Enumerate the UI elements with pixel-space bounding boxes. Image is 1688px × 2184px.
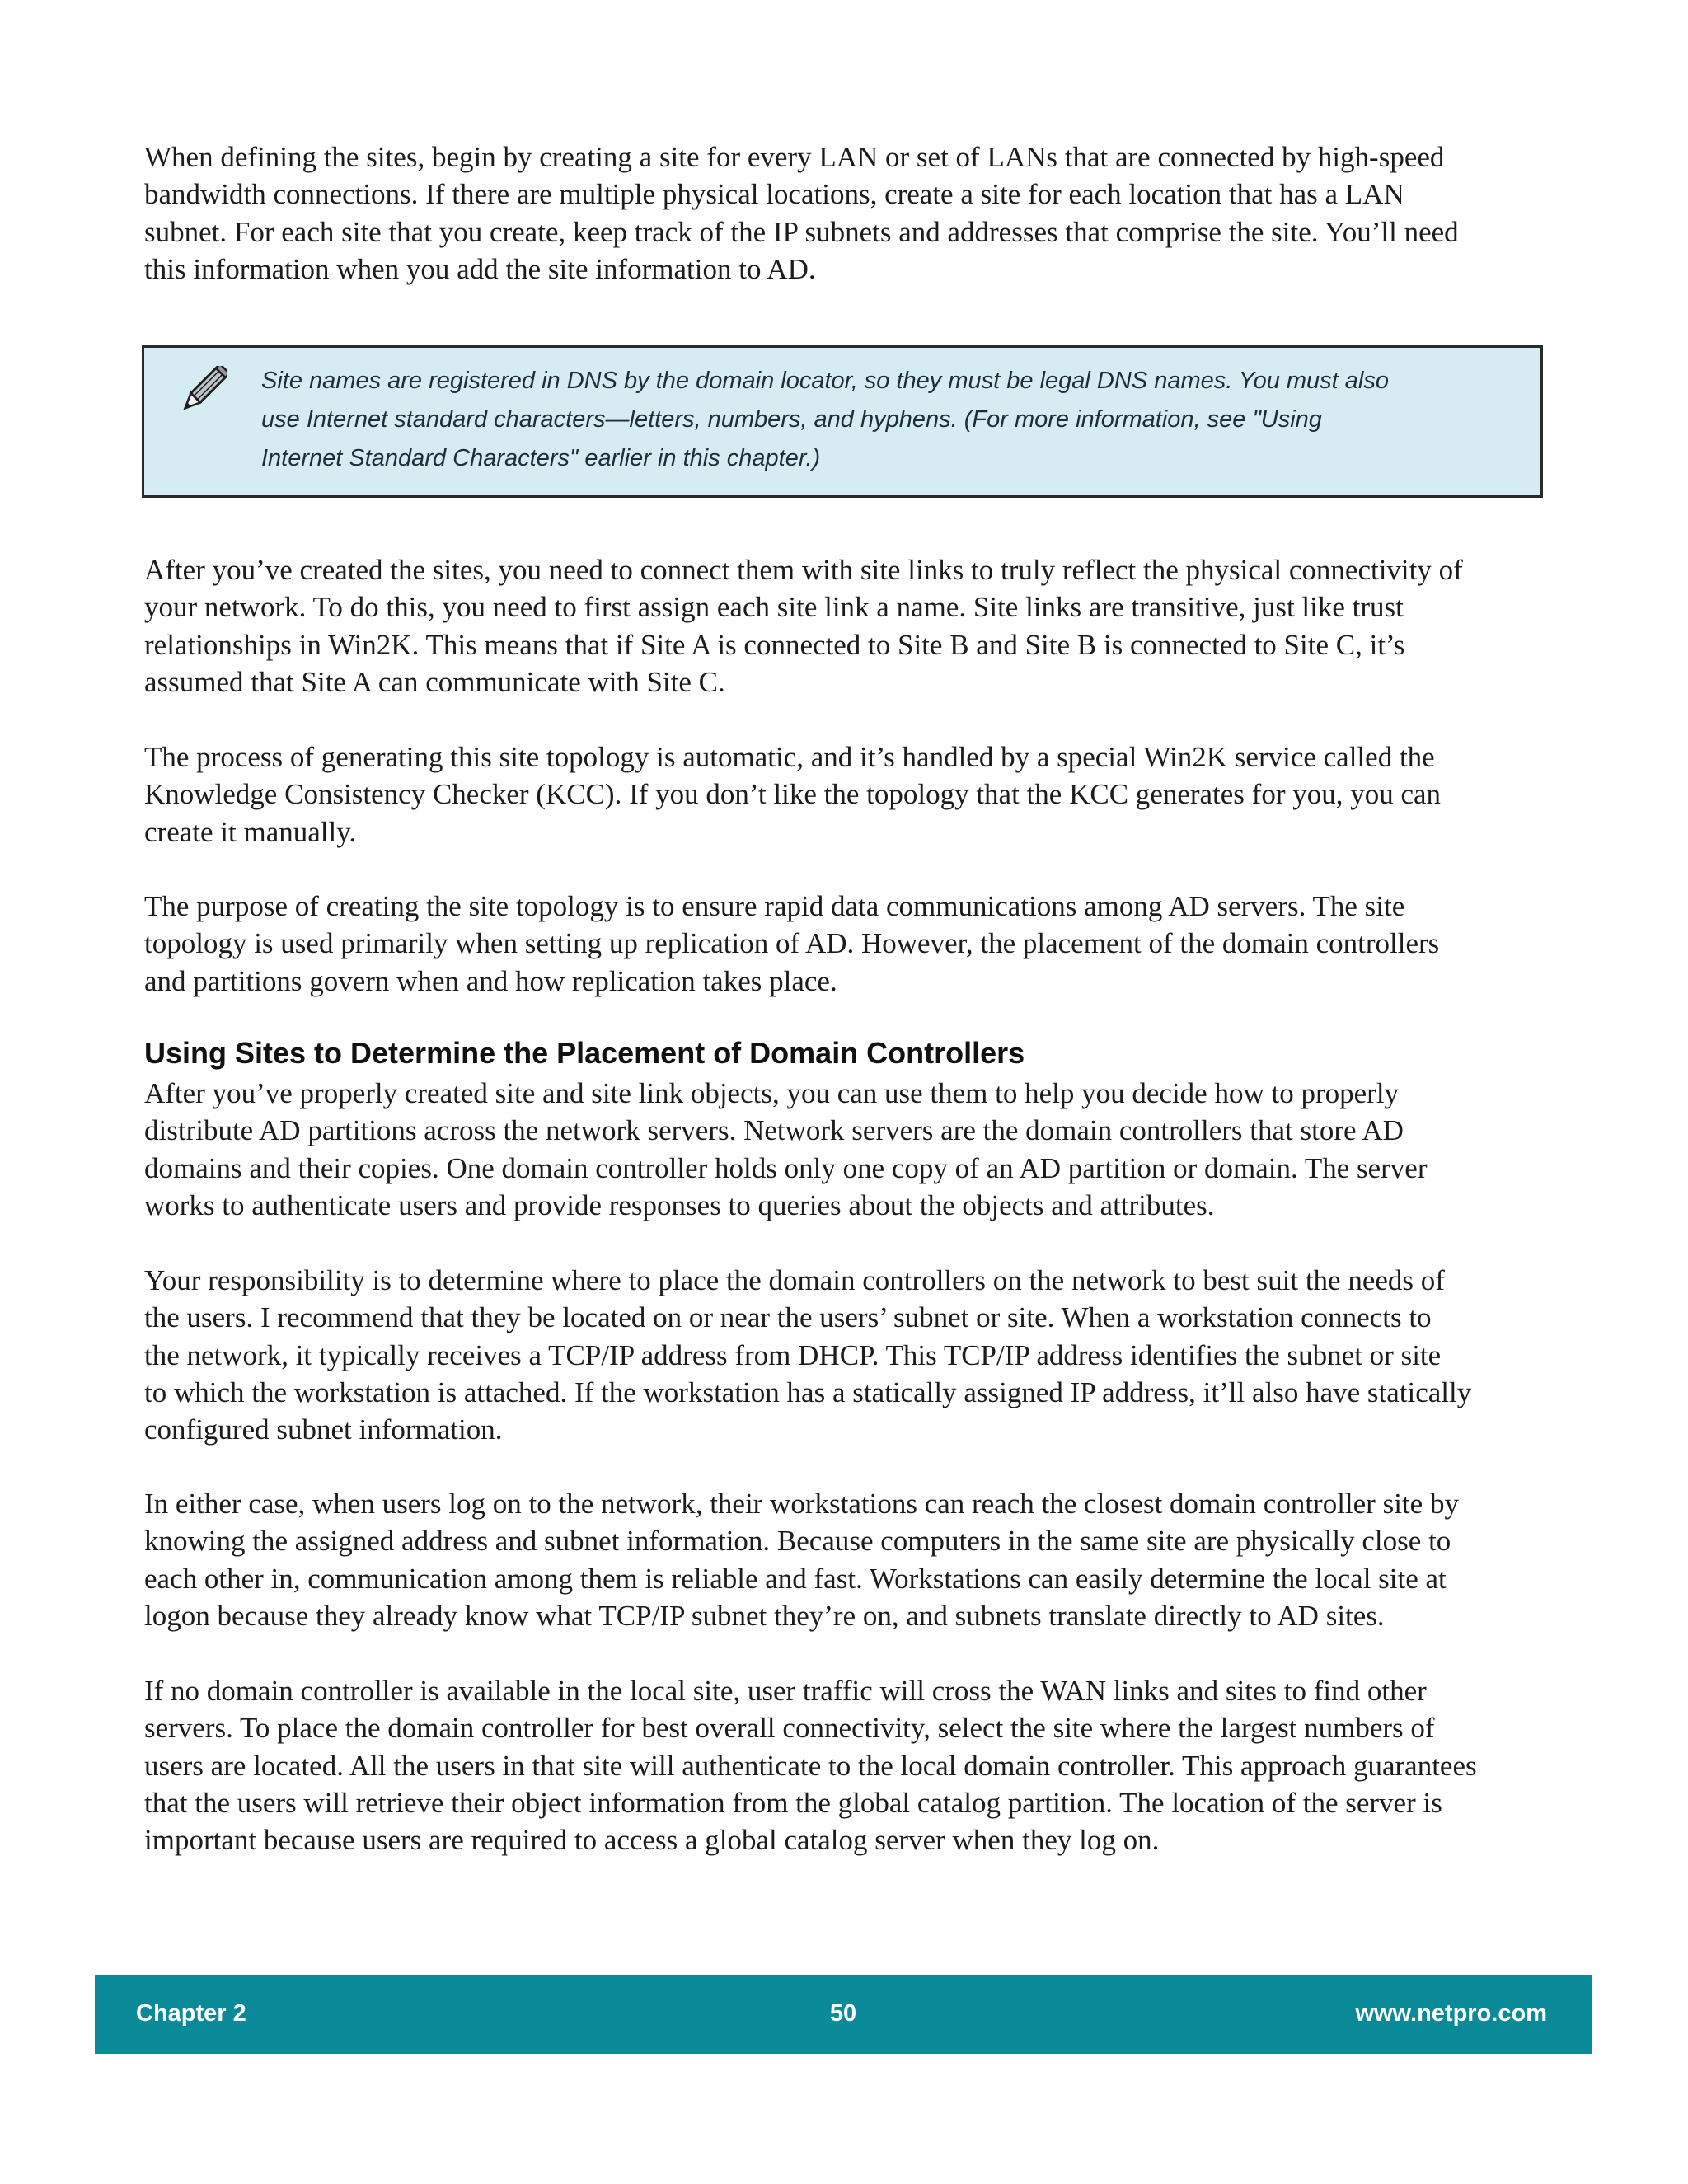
paragraph-kcc — [144, 738, 1562, 851]
text-line: When defining the sites, begin by creating a site for every LAN or set of LANs that are connected by high-speed — [144, 141, 1445, 173]
text-line: distribute AD partitions across the network servers. Network servers are the domain controllers that store AD — [144, 1114, 1404, 1147]
text-line: the users. I recommend that they be located on or near the users’ subnet or site. When a workstation connects to — [144, 1301, 1432, 1334]
chapter-label: Chapter 2 — [136, 2000, 246, 2027]
text-line: to which the workstation is attached. If the workstation has a statically assigned IP address, it’ll also have statically — [144, 1376, 1472, 1408]
note-line: use Internet standard characters—letters, numbers, and hyphens. (For more information, see "Using — [261, 406, 1322, 433]
text-line: the network, it typically receives a TCP/IP address from DHCP. This TCP/IP address identifies the subnet or site — [144, 1338, 1442, 1371]
text-line: this information when you add the site information to AD. — [144, 252, 816, 285]
text-line: each other in, communication among them is reliable and fast. Workstations can easily determine the local site at — [144, 1562, 1447, 1595]
paragraph-either-case — [144, 1485, 1562, 1634]
paragraph-defining-sites — [144, 138, 1562, 288]
text-line: logon because they already know what TCP/IP subnet they’re on, and subnets translate directly to AD sites. — [144, 1599, 1385, 1632]
text-line: domains and their copies. One domain controller holds only one copy of an AD partition or domain. The server — [144, 1151, 1428, 1184]
text-line: users are located. All the users in that site will authenticate to the local domain controller. This approach guarantees — [144, 1749, 1477, 1782]
text-line: After you’ve properly created site and site link objects, you can use them to help you decide how to properly — [144, 1077, 1400, 1109]
section-heading: Using Sites to Determine the Placement of Domain Controllers — [144, 1036, 1025, 1070]
note-box — [142, 345, 1543, 498]
text-line: The process of generating this site topology is automatic, and it’s handled by a special Win2K service called the — [144, 741, 1435, 773]
text-line: topology is used primarily when setting up replication of AD. However, the placement of the domain controllers — [144, 927, 1440, 960]
text-line: Your responsibility is to determine where to place the domain controllers on the network to best suit the needs of — [144, 1264, 1445, 1296]
text-line: If no domain controller is available in the local site, user traffic will cross the WAN links and sites to find other — [144, 1675, 1427, 1707]
text-line: create it manually. — [144, 815, 357, 848]
note-text — [261, 362, 1514, 478]
text-line: subnet. For each site that you create, keep track of the IP subnets and addresses that comprise the site. You’ll need — [144, 215, 1459, 248]
text-line: In either case, when users log on to the network, their workstations can reach the closest domain controller site by — [144, 1488, 1459, 1520]
text-line: assumed that Site A can communicate with Site C. — [144, 665, 725, 698]
paragraph-responsibility — [144, 1262, 1562, 1448]
text-line: important because users are required to access a global catalog server when they log on. — [144, 1824, 1160, 1857]
text-line: configured subnet information. — [144, 1413, 503, 1446]
paragraph-site-objects — [144, 1075, 1562, 1224]
text-line: After you’ve created the sites, you need to connect them with site links to truly reflect the physical connectivity of — [144, 554, 1463, 586]
website-link[interactable]: www.netpro.com — [1355, 2000, 1547, 2027]
text-line: that the users will retrieve their object information from the global catalog partition. The location of the server is — [144, 1786, 1442, 1819]
text-line: and partitions govern when and how replication takes place. — [144, 964, 837, 997]
page-number: 50 — [829, 2000, 857, 2027]
text-line: knowing the assigned address and subnet information. Because computers in the same site are physically close to — [144, 1525, 1451, 1558]
text-line: servers. To place the domain controller for best overall connectivity, select the site where the largest numbers of — [144, 1712, 1435, 1745]
paragraph-topology-purpose — [144, 888, 1562, 1000]
text-line: Knowledge Consistency Checker (KCC). If you don’t like the topology that the KCC generates for you, you can — [144, 778, 1442, 811]
text-line: works to authenticate users and provide responses to queries about the objects and attributes. — [144, 1188, 1215, 1221]
pencil-icon — [177, 366, 227, 417]
text-line: bandwidth connections. If there are multiple physical locations, create a site for each location that has a LAN — [144, 178, 1404, 211]
text-line: The purpose of creating the site topology is to ensure rapid data communications among AD servers. The site — [144, 890, 1405, 922]
text-line: your network. To do this, you need to first assign each site link a name. Site links are transitive, just like trust — [144, 591, 1404, 624]
page-footer — [95, 1975, 1592, 2054]
text-line: relationships in Win2K. This means that if Site A is connected to Site B and Site B is connected to Site C, it’s — [144, 628, 1405, 661]
note-line: Site names are registered in DNS by the domain locator, so they must be legal DNS names. You must also — [261, 368, 1389, 394]
paragraph-site-links — [144, 551, 1562, 701]
note-line: Internet Standard Characters" earlier in this chapter.) — [261, 445, 821, 471]
paragraph-no-domain-controller — [144, 1672, 1562, 1858]
